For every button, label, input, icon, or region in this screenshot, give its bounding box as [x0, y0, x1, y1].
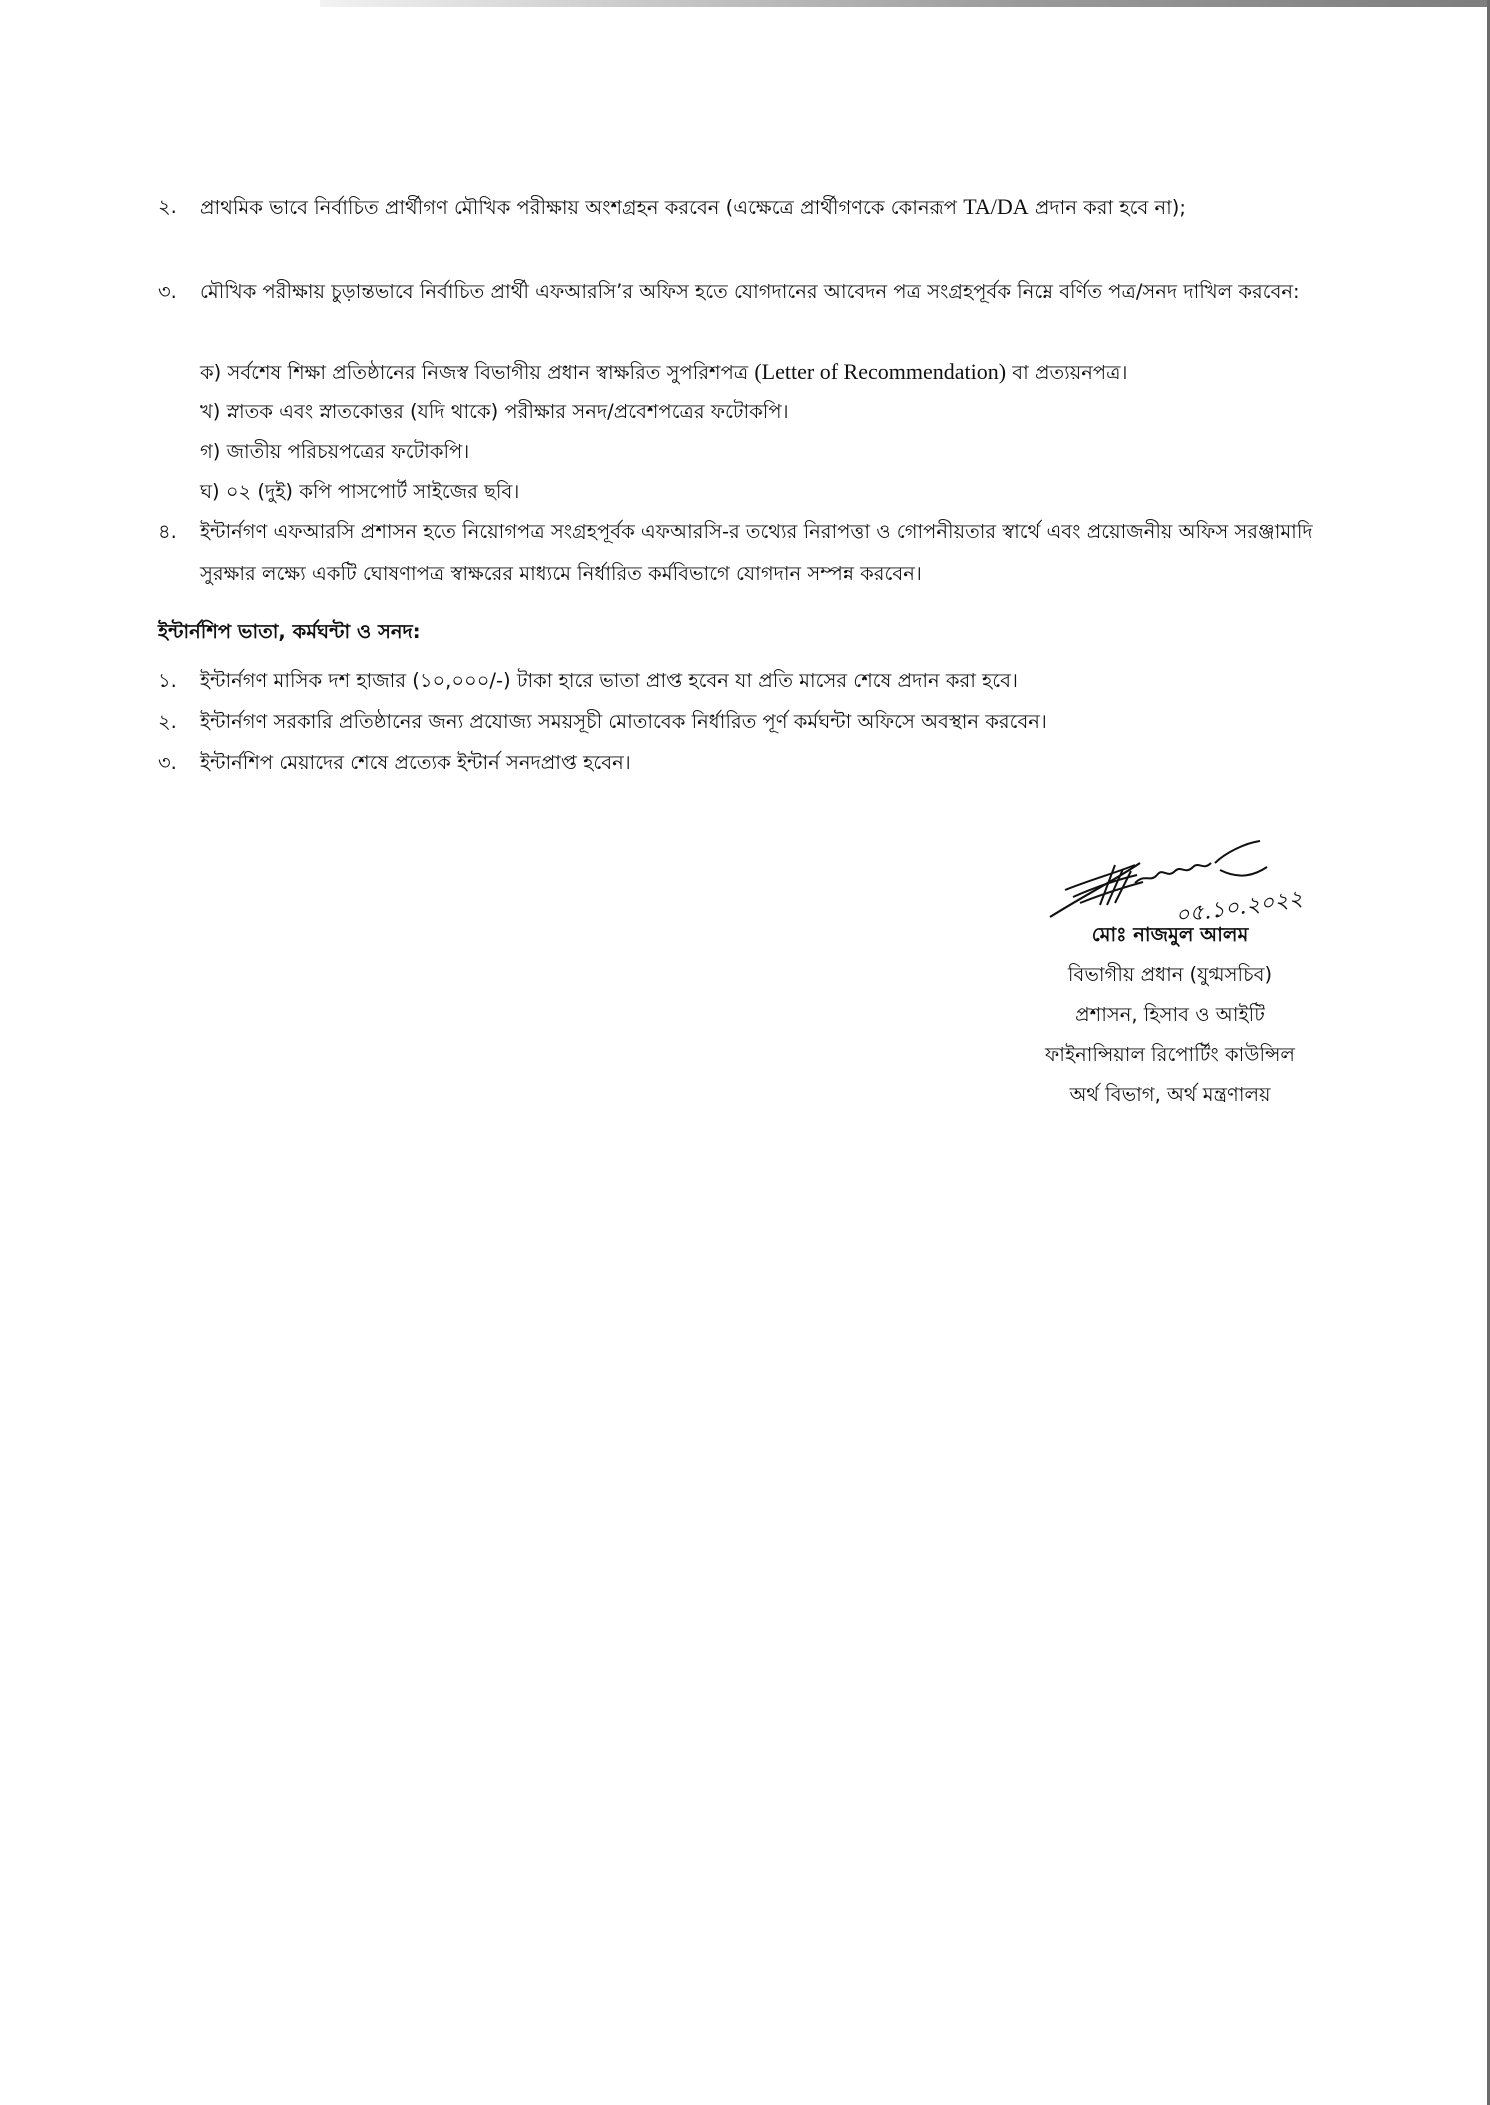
ta-da-term: TA/DA — [963, 194, 1029, 219]
subitem-gha: ঘ) ০২ (দুই) কপি পাসপোর্ট সাইজের ছবি। — [200, 480, 520, 503]
section-item-2 — [158, 701, 1353, 743]
signatory-ministry: অর্থ বিভাগ, অর্থ মন্ত্রণালয় — [1069, 1083, 1271, 1106]
item-text: ইন্টার্নশিপ মেয়াদের শেষে প্রত্যেক ইন্টার্ন সনদপ্রাপ্ত হবেন। — [200, 751, 631, 774]
item-text: মৌখিক পরীক্ষায় চুড়ান্তভাবে নির্বাচিত প্রার্থী এফআরসি’র অফিস হতে যোগদানের আবেদন পত্র সংগ্রহপূর্বক নিম্নে বর্ণিত পত্র/সনদ দাখিল করবেন: — [200, 280, 1300, 303]
section-item-1 — [158, 660, 1353, 702]
signatory-department: প্রশাসন, হিসাব ও আইটি — [1075, 1003, 1265, 1026]
list-item-2 — [158, 186, 1353, 229]
item-number: ৪. — [158, 520, 177, 543]
item-number: ৩. — [158, 280, 177, 303]
subitem-kha: খ) স্নাতক এবং স্নাতকোত্তর (যদি থাকে) পরীক্ষার সনদ/প্রবেশপত্রের ফটোকপি। — [200, 400, 789, 423]
subitem-ka: ক) সর্বশেষ শিক্ষা প্রতিষ্ঠানের নিজস্ব বিভাগীয় প্রধান স্বাক্ষরিত সুপরিশপত্র (Letter of Recommendation) বা প্রত্যয়নপত্র। — [200, 359, 1128, 384]
signatory-details — [1000, 915, 1340, 1115]
item-number: ৩. — [158, 751, 177, 774]
item-text: ইন্টার্নগণ এফআরসি প্রশাসন হতে নিয়োগপত্র সংগ্রহপূর্বক এফআরসি-র তথ্যের নিরাপত্তা ও গোপনীয়তার স্বার্থে এবং প্রয়োজনীয় অফিস সরঞ্জামাদি সুরক্ষার লক্ষ্যে একটি ঘোষণাপত্র স্বাক্ষরের মাধ্যমে নির্ধারিত কর্মবিভাগে যোগদান সম্পন্ন করবেন। — [200, 520, 1313, 585]
item-text: ইন্টার্নগণ সরকারি প্রতিষ্ঠানের জন্য প্রযোজ্য সময়সূচী মোতাবেক নির্ধারিত পূর্ণ কর্মঘন্টা অফিসে অবস্থান করবেন। — [200, 710, 1047, 733]
signatory-organization: ফাইনান্সিয়াল রিপোর্টিং কাউন্সিল — [1045, 1043, 1295, 1066]
item-number: ২. — [158, 195, 177, 218]
item-number: ২. — [158, 710, 177, 733]
list-item-3 — [158, 271, 1353, 313]
item-text: ইন্টার্নগণ মাসিক দশ হাজার (১০,০০০/-) টাকা হারে ভাতা প্রাপ্ত হবেন যা প্রতি মাসের শেষে প্রদান করা হবে। — [200, 669, 1018, 692]
signatory-name: মোঃ নাজমুল আলম — [1091, 923, 1249, 946]
signature-date: ০৫.১০.২০২২ — [1173, 886, 1305, 929]
section-heading: ইন্টার্নশিপ ভাতা, কর্মঘন্টা ও সনদ: — [158, 620, 421, 643]
item-number: ১. — [158, 669, 177, 692]
signatory-designation: বিভাগীয় প্রধান (যুগ্মসচিব) — [1067, 963, 1273, 986]
subitem-ga: গ) জাতীয় পরিচয়পত্রের ফটোকপি। — [200, 440, 470, 463]
list-item-4 — [158, 511, 1353, 595]
section-item-3 — [158, 742, 1353, 784]
letter-of-recommendation-term: (Letter of Recommendation) — [754, 359, 1007, 384]
item-text: প্রাথমিক ভাবে নির্বাচিত প্রার্থীগণ মৌখিক পরীক্ষায় অংশগ্রহন করবেন (এক্ষেত্রে প্রার্থীগণকে কোনরূপ TA/DA প্রদান করা হবে না); — [200, 194, 1186, 219]
